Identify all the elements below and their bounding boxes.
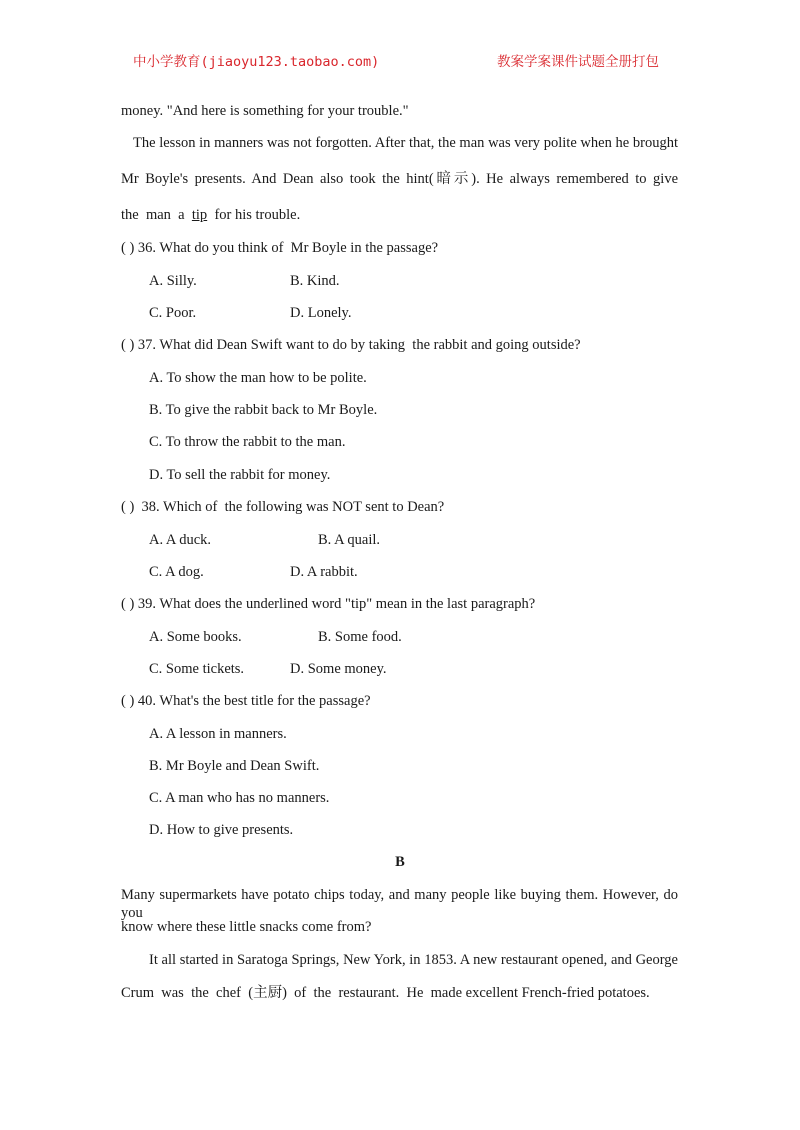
question-40-option-d: D. How to give presents. [149, 822, 294, 838]
question-39-option-a: A. Some books. [149, 629, 242, 645]
question-36-option-d: D. Lonely. [290, 305, 352, 321]
passage-a-line-2: The lesson in manners was not forgotten. After that, the man was very polite when he brought [133, 135, 678, 151]
question-39-stem: ( ) 39. What does the underlined word "tip" mean in the last paragraph? [121, 596, 536, 612]
question-40-option-c: C. A man who has no manners. [149, 790, 330, 806]
header-left-text: 中小学教育(jiaoyu123.taobao.com) [133, 54, 380, 70]
question-38-option-c: C. A dog. [149, 564, 204, 580]
question-36-option-a: A. Silly. [149, 273, 197, 289]
question-40-option-b: B. Mr Boyle and Dean Swift. [149, 758, 320, 774]
question-38-option-d: D. A rabbit. [290, 564, 358, 580]
question-37-option-b: B. To give the rabbit back to Mr Boyle. [149, 402, 378, 418]
question-37-stem: ( ) 37. What did Dean Swift want to do by taking the rabbit and going outside? [121, 337, 581, 353]
question-39-option-c: C. Some tickets. [149, 661, 245, 677]
section-b-p1-line-1: Many supermarkets have potato chips today, and many people like buying them. However, do you [121, 887, 678, 921]
question-36-option-c: C. Poor. [149, 305, 197, 321]
passage-a-line-4-pre: the man a [121, 207, 192, 223]
passage-a-line-4 [121, 206, 300, 224]
section-b-heading: B [395, 854, 405, 870]
question-40-stem: ( ) 40. What's the best title for the passage? [121, 693, 371, 709]
underlined-word-tip: tip [191, 207, 208, 223]
passage-a-line-3: Mr Boyle's presents. And Dean also took the hint(暗示). He always remembered to give [121, 171, 678, 187]
section-b-p1-line-2: know where these little snacks come from? [121, 919, 372, 935]
passage-a-line-1: money. "And here is something for your trouble." [121, 103, 409, 119]
section-b-p2-line-2: Crum was the chef (主厨) of the restaurant. He made excellent French-fried potatoes. [121, 985, 650, 1001]
question-38-stem: ( ) 38. Which of the following was NOT sent to Dean? [121, 499, 445, 515]
question-37-option-c: C. To throw the rabbit to the man. [149, 434, 346, 450]
question-37-option-d: D. To sell the rabbit for money. [149, 467, 331, 483]
question-38-option-b: B. A quail. [318, 532, 381, 548]
section-b-p2-line-1: It all started in Saratoga Springs, New York, in 1853. A new restaurant opened, and George [149, 952, 678, 968]
page-header [0, 50, 800, 70]
question-39-option-d: D. Some money. [290, 661, 387, 677]
question-38-option-a: A. A duck. [149, 532, 212, 548]
passage-a-line-4-post: for his trouble. [207, 207, 301, 223]
question-36-stem: ( ) 36. What do you think of Mr Boyle in the passage? [121, 240, 439, 256]
question-40-option-a: A. A lesson in manners. [149, 726, 287, 742]
question-37-option-a: A. To show the man how to be polite. [149, 370, 367, 386]
question-36-option-b: B. Kind. [290, 273, 340, 289]
header-right-text: 教案学案课件试题全册打包 [497, 54, 659, 70]
question-39-option-b: B. Some food. [318, 629, 402, 645]
